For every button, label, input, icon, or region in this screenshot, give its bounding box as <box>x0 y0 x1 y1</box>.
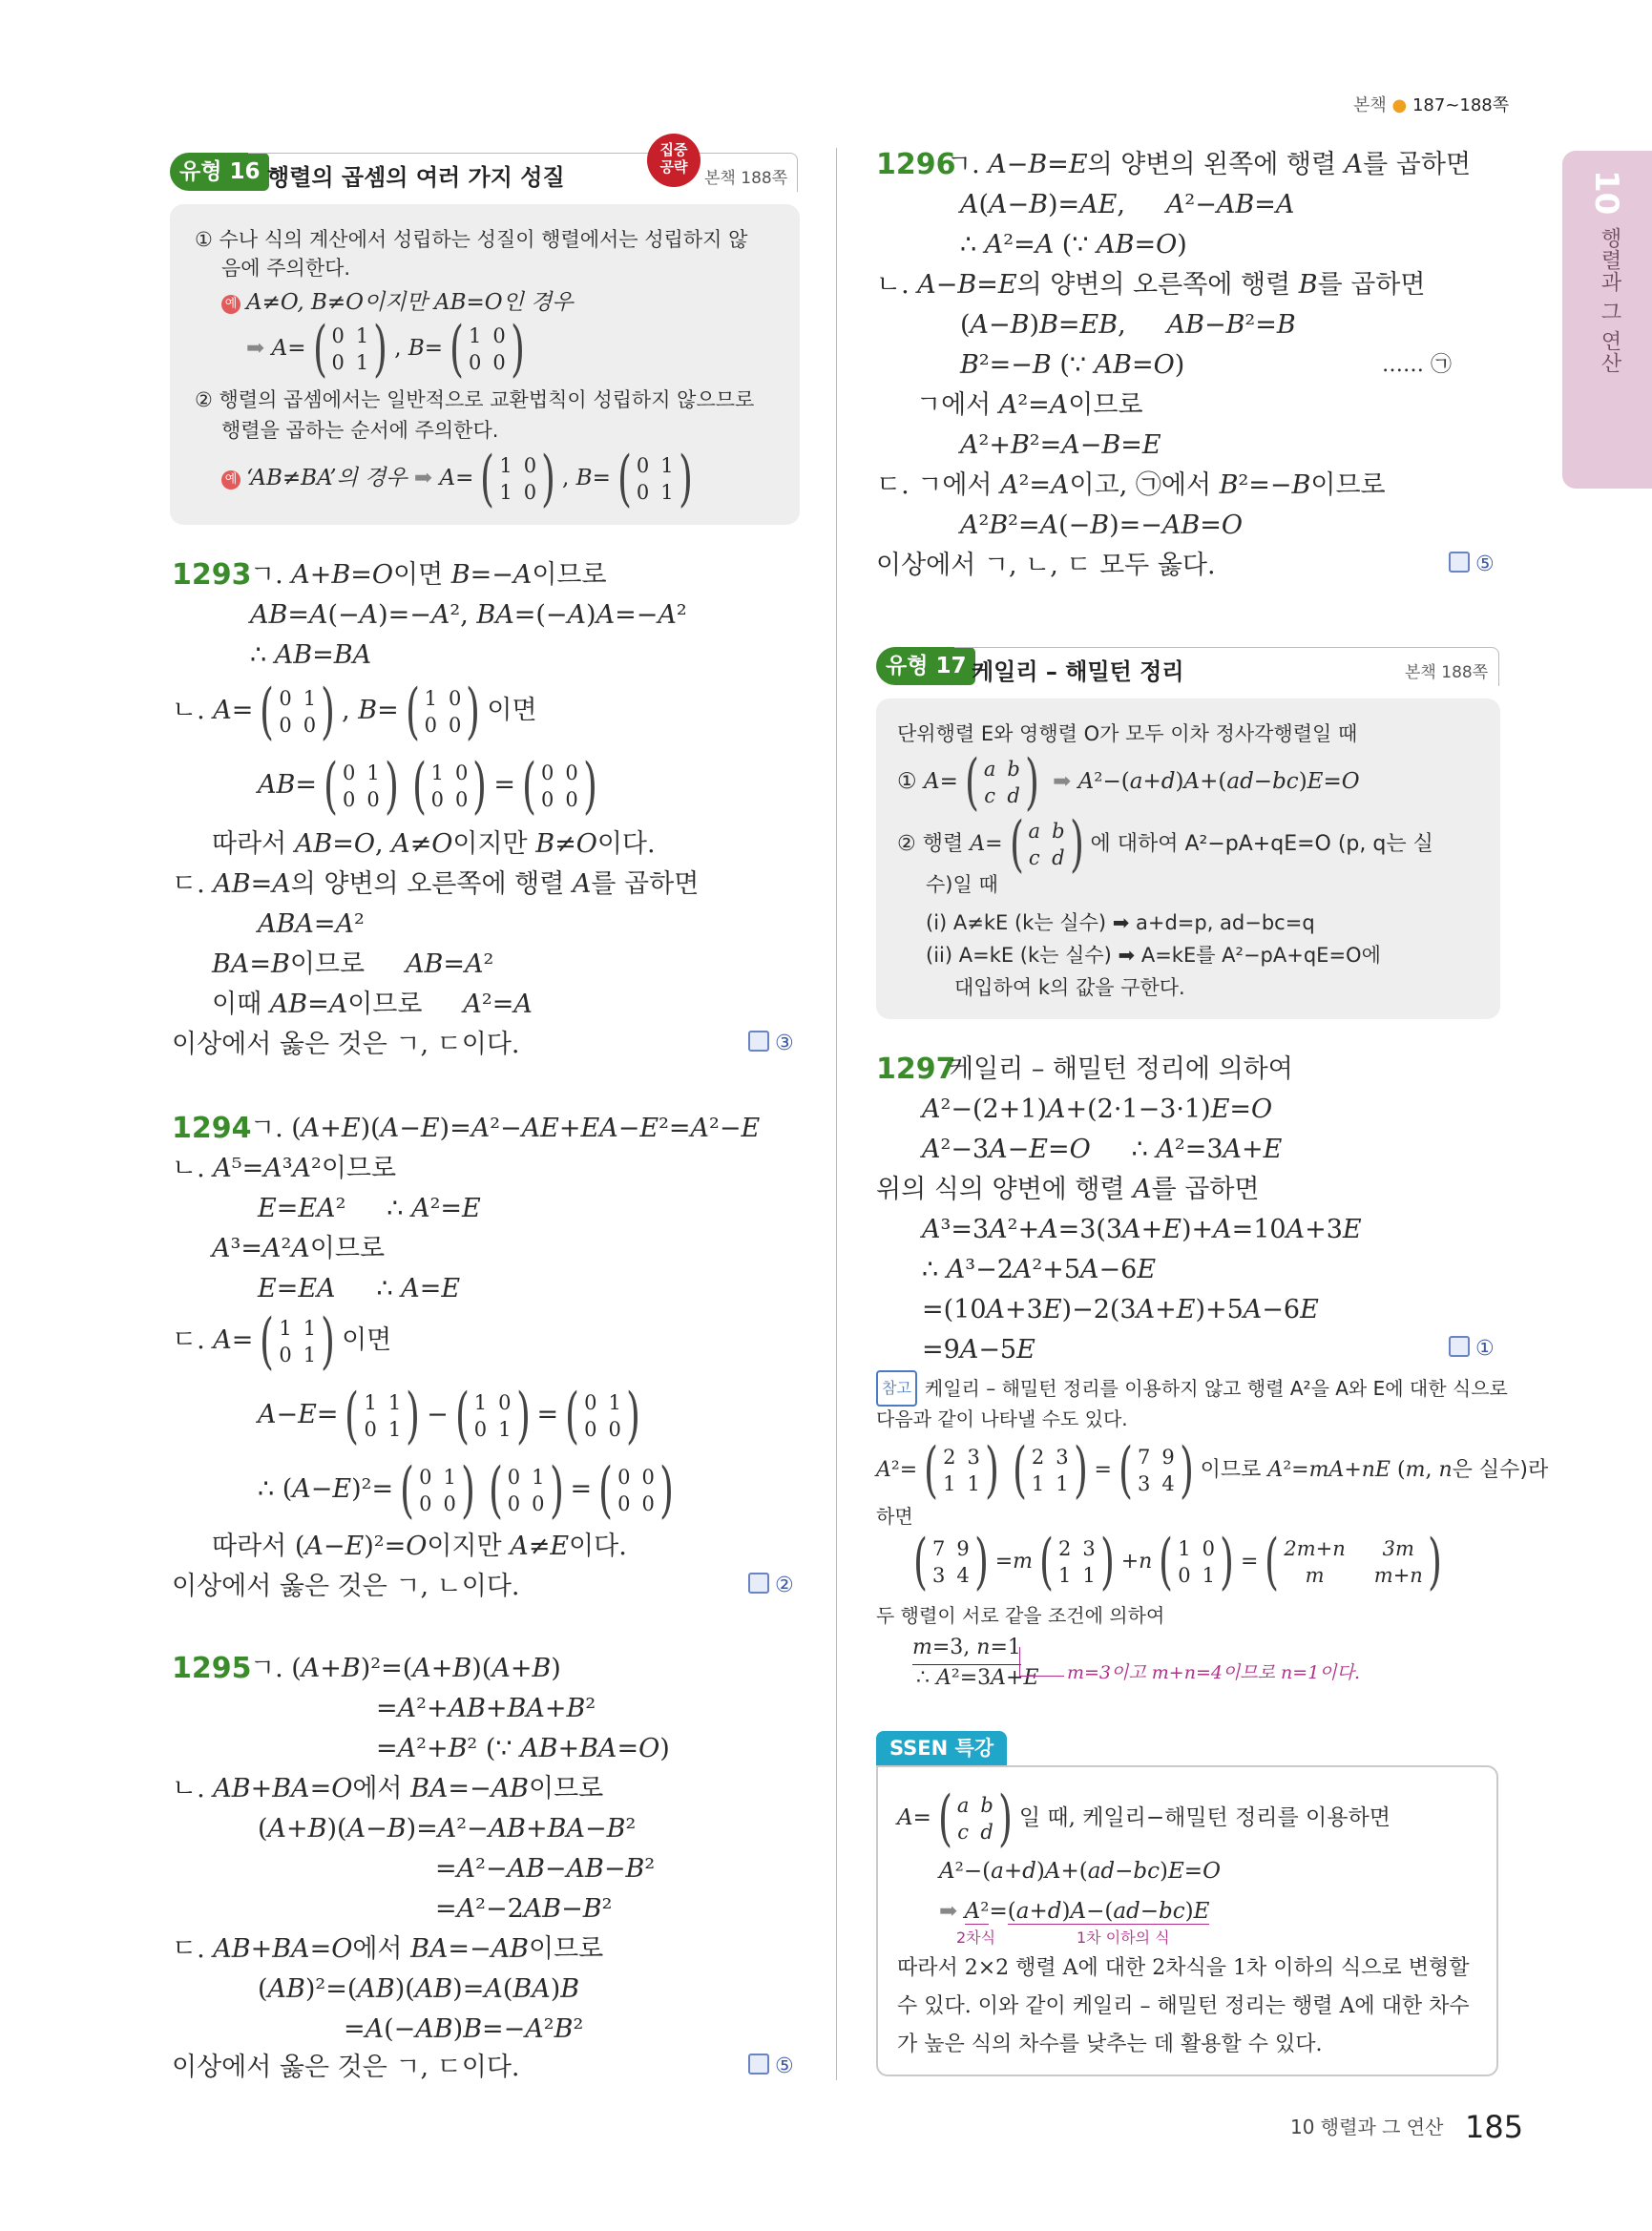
sol-1293-l4: ㄴ. A= ( 0 1 0 0 ) , B= ( 1 0 0 0 ) 이면 <box>172 676 537 747</box>
header-label: 본책 <box>1353 95 1387 115</box>
sol-1295-l5: (A+B)(A−B)=A²−AB+BA−B² <box>258 1814 637 1844</box>
page-footer <box>1290 2109 1523 2145</box>
type17-header <box>876 647 1500 689</box>
type16-ex2-text: ‘AB≠BA’의 경우 <box>246 466 408 490</box>
sol-1295-l8: ㄷ. AB+BA=O에서 BA=−AB이므로 <box>172 1934 604 1964</box>
example-label: 예 <box>221 295 240 314</box>
page-header <box>1353 92 1509 116</box>
page-number: 185 <box>1465 2109 1524 2145</box>
type16-ex2: 예 ‘AB≠BA’의 경우 ➡ A= ( 1 0 1 0 ) , B= ( 0 1 0 1 ) <box>221 447 700 510</box>
sol-1296-l7: ㄱ에서 A²=A이므로 <box>916 390 1143 420</box>
type16-title: 행렬의 곱셈의 여러 가지 성질 <box>267 164 565 191</box>
sol-1295-l2: =A²+AB+BA+B² <box>376 1694 596 1723</box>
sol-1294-l9: 따라서 (A−E)²=O이지만 A≠E이다. <box>212 1532 627 1561</box>
type17-badge: 유형 17 <box>876 647 975 685</box>
sol-1293-l8: ABA=A² <box>258 909 365 939</box>
sol-1294-l10: 이상에서 옳은 것은 ㄱ, ㄴ이다. <box>172 1572 520 1601</box>
ssen-l1: A= ( a b c d ) 일 때, 케일리−해밀턴 정리를 이용하면 <box>897 1783 1391 1854</box>
sol-1294-l5: E=EA ∴ A=E <box>258 1274 461 1303</box>
sol-1295-l11: 이상에서 옳은 것은 ㄱ, ㄷ이다. <box>172 2053 520 2082</box>
note-1297-l4: 하면 <box>876 1505 913 1528</box>
sol-1295-l9: (AB)²=(AB)(AB)=A(BA)B <box>258 1974 580 2004</box>
note-1297-l7: ∴ A²=3A+E <box>916 1666 1039 1690</box>
sol-1294-l8: ∴ (A−E)²= ( 0 1 0 0 ) ( 0 1 0 0 ) = ( 0 0 0 0 ) <box>258 1454 674 1526</box>
sol-1297-l3: 위의 식의 양변에 행렬 A를 곱하면 <box>876 1175 1260 1204</box>
answer-1293: ③ <box>748 1031 794 1055</box>
chapter-side-tab[interactable] <box>1562 151 1652 489</box>
problem-1293-number: 1293 <box>172 558 252 592</box>
note-1297-l2: 다음과 같이 나타낼 수도 있다. <box>876 1407 1128 1430</box>
sol-1295-l10: =A(−AB)B=−A²B² <box>344 2014 584 2044</box>
type17-l3: ② 행렬 A= ( a b c d ) 에 대하여 A²−pA+qE=O (p, q는 실 <box>897 809 1433 880</box>
type16-header <box>170 141 800 195</box>
sol-1293-l10: 이때 AB=A이므로 A²=A <box>212 990 533 1019</box>
sol-1296-l4: ㄴ. A−B=E의 양변의 오른쪽에 행렬 B를 곱하면 <box>876 270 1426 300</box>
note-1297-l1: 참고 케일리 – 해밀턴 정리를 이용하지 않고 행렬 A²을 A와 E에 대한 식으로 <box>876 1370 1508 1407</box>
ssen-l3: ➡ A²=(a+d)A−(ad−bc)E <box>939 1899 1210 1924</box>
problem-1294-number: 1294 <box>172 1112 252 1145</box>
type17-ref: 본책 188쪽 <box>1405 663 1489 682</box>
answer-1294: ② <box>748 1573 794 1597</box>
sol-1294-l3: E=EA² ∴ A²=E <box>258 1194 481 1223</box>
note-tag: 참고 <box>876 1370 917 1407</box>
column-divider <box>836 148 837 2080</box>
side-note: m=3이고 m+n=4이므로 n=1이다. <box>1067 1662 1361 1683</box>
problem-1297-number: 1297 <box>876 1053 956 1086</box>
note-1297-l5: ( 7 9 3 4 ) =m ( 2 3 1 1 ) +n ( 1 0 0 1 ) = ( 2m+n 3m m m+n ) <box>912 1527 1442 1597</box>
sol-1294-l1: ㄱ. (A+E)(A−E)=A²−AE+EA−E²=A²−E <box>250 1114 761 1143</box>
type16-badge: 유형 16 <box>170 153 269 191</box>
sol-1295-l1: ㄱ. (A+B)²=(A+B)(A+B) <box>250 1654 561 1683</box>
sol-1295-l7: =A²−2AB−B² <box>435 1894 613 1924</box>
type17-l4: (i) A≠kE (k는 실수) ➡ a+d=p, ad−bc=q <box>926 911 1315 934</box>
sol-1295-l3: =A²+B² (∵ AB+BA=O) <box>376 1734 670 1763</box>
sol-1293-l11: 이상에서 옳은 것은 ㄱ, ㄷ이다. <box>172 1030 520 1059</box>
type17-l2: ① A= ( a b c d ) ➡ A²−(a+d)A+(ad−bc)E=O <box>897 747 1360 818</box>
type16-p2b: 행렬을 곱하는 순서에 주의한다. <box>221 419 499 442</box>
ssen-t2: 수 있다. 이와 같이 케일리 – 해밀턴 정리는 행렬 A에 대한 차수 <box>897 1994 1470 2018</box>
sol-1293-l9: BA=B이므로 AB=A² <box>212 949 494 979</box>
sol-1293-l2: AB=A(−A)=−A², BA=(−A)A=−A² <box>250 600 687 630</box>
answer-1296: ⑤ <box>1449 552 1495 576</box>
ssen-badge: SSEN 특강 <box>876 1731 1007 1765</box>
type16-p1b: 음에 주의한다. <box>221 257 351 280</box>
sol-1294-l2: ㄴ. A⁵=A³A²이므로 <box>172 1154 397 1183</box>
problem-1295-number: 1295 <box>172 1652 252 1685</box>
sol-1293-l6: 따라서 AB=O, A≠O이지만 B≠O이다. <box>212 829 656 859</box>
note-1297-l3: A²= ( 2 3 1 1 ) ( 2 3 1 1 ) = ( 7 9 3 4 ) 이므로 A²=mA+nE (m, n은 실수)라 <box>876 1435 1549 1506</box>
sol-1293-l5: AB= ( 0 1 0 0 ) ( 1 0 0 0 ) = ( 0 0 0 0 ) <box>258 750 597 822</box>
chapter-title: 행렬과 그 연산 <box>1598 227 1621 374</box>
ssen-t1: 따라서 2×2 행렬 A에 대한 2차식을 1차 이하의 식으로 변형할 <box>897 1956 1470 1980</box>
type16-stamp: 집중 공략 <box>647 134 701 187</box>
sol-1293-l7: ㄷ. AB=A의 양변의 오른쪽에 행렬 A를 곱하면 <box>172 869 700 899</box>
sol-1295-l4: ㄴ. AB+BA=O에서 BA=−AB이므로 <box>172 1774 604 1804</box>
type17-l6: 대입하여 k의 값을 구한다. <box>954 976 1185 999</box>
sol-1293-l1: ㄱ. A+B=O이면 B=−A이므로 <box>250 560 607 590</box>
sol-1297-l7: =9A−5E <box>922 1335 1035 1365</box>
answer-1295: ⑤ <box>748 2054 794 2078</box>
sol-1295-l6: =A²−AB−AB−B² <box>435 1854 656 1884</box>
answer-1297: ① <box>1449 1336 1495 1361</box>
ssen-l2: A²−(a+d)A+(ad−bc)E=O <box>939 1859 1221 1884</box>
note-1297-cond: 두 행렬이 서로 같을 조건에 의하여 <box>876 1604 1165 1627</box>
sol-1296-l9: ㄷ. ㄱ에서 A²=A이고, ㉠에서 B²=−B이므로 <box>876 470 1386 500</box>
sol-1297-l5: ∴ A³−2A²+5A−6E <box>922 1255 1157 1284</box>
sol-1297-intro: 케일리 – 해밀턴 정리에 의하여 <box>949 1054 1293 1084</box>
ssen-label-degree2: 2차식 <box>956 1929 996 1947</box>
type17-l1: 단위행렬 E와 영행렬 O가 모두 이차 정사각행렬일 때 <box>897 722 1358 745</box>
chapter-number: 10 <box>1587 170 1625 216</box>
sol-1296-l11: 이상에서 ㄱ, ㄴ, ㄷ 모두 옳다. <box>876 551 1216 580</box>
ssen-t3: 가 높은 식의 차수를 낮추는 데 활용할 수 있다. <box>897 2033 1323 2056</box>
sol-1297-l6: =(10A+3E)−2(3A+E)+5A−6E <box>922 1295 1319 1324</box>
type16-p1: ① 수나 식의 계산에서 성립하는 성질이 행렬에서는 성립하지 않 <box>195 228 748 251</box>
sol-1296-l1: ㄱ. A−B=E의 양변의 왼쪽에 행렬 A를 곱하면 <box>947 150 1472 179</box>
type17-l5: (ii) A=kE (k는 실수) ➡ A=kE를 A²−pA+qE=O에 <box>926 944 1381 967</box>
header-dot: ● <box>1391 95 1408 115</box>
problem-1296-number: 1296 <box>876 148 956 181</box>
sol-1294-l6: ㄷ. A= ( 1 1 0 1 ) 이면 <box>172 1305 392 1377</box>
side-note-line <box>1019 1647 1064 1677</box>
sol-1296-l5: (A−B)B=EB, AB−B²=B <box>960 310 1296 340</box>
type16-ex1-matrices: ➡ A= ( 0 1 0 1 ) , B= ( 1 0 0 0 ) <box>246 314 525 385</box>
sol-1293-l3: ∴ AB=BA <box>250 640 372 670</box>
sol-1296-l6: B²=−B (∵ AB=O) <box>960 350 1185 380</box>
type16-ex1-text: A≠O, B≠O이지만 AB=O인 경우 <box>246 290 574 315</box>
note-1297-l6: m=3, n=1 <box>912 1632 1021 1665</box>
sol-1294-l4: A³=A²A이므로 <box>212 1234 386 1263</box>
footer-chapter: 10 행렬과 그 연산 <box>1290 2116 1444 2138</box>
ssen-label-degree1: 1차 이하의 식 <box>1077 1929 1170 1947</box>
sol-1294-l7: A−E= ( 1 1 0 1 ) − ( 1 0 0 1 ) = ( 0 1 0 0 ) <box>258 1380 640 1451</box>
sol-1296-l6-mark: …… ㉠ <box>1382 353 1452 377</box>
sol-1296-l2: A(A−B)=AE, A²−AB=A <box>960 190 1295 219</box>
sol-1296-l8: A²+B²=A−B=E <box>960 430 1161 460</box>
type17-title: 케일리 – 해밀턴 정리 <box>972 658 1184 685</box>
answer-icon <box>748 1031 769 1052</box>
type16-p2: ② 행렬의 곱셈에서는 일반적으로 교환법칙이 성립하지 않으므로 <box>195 388 755 411</box>
header-pages: 187~188쪽 <box>1412 95 1510 115</box>
sol-1296-l10: A²B²=A(−B)=−AB=O <box>960 511 1244 540</box>
sol-1296-l3: ∴ A²=A (∵ AB=O) <box>960 230 1187 260</box>
type16-ref: 본책 188쪽 <box>704 169 788 188</box>
sol-1297-l4: A³=3A²+A=3(3A+E)+A=10A+3E <box>922 1215 1362 1244</box>
sol-1297-l2: A²−3A−E=O ∴ A²=3A+E <box>922 1135 1283 1164</box>
sol-1297-l1: A²−(2+1)A+(2·1−3·1)E=O <box>922 1095 1273 1124</box>
type17-l3c: 수)일 때 <box>926 873 998 896</box>
